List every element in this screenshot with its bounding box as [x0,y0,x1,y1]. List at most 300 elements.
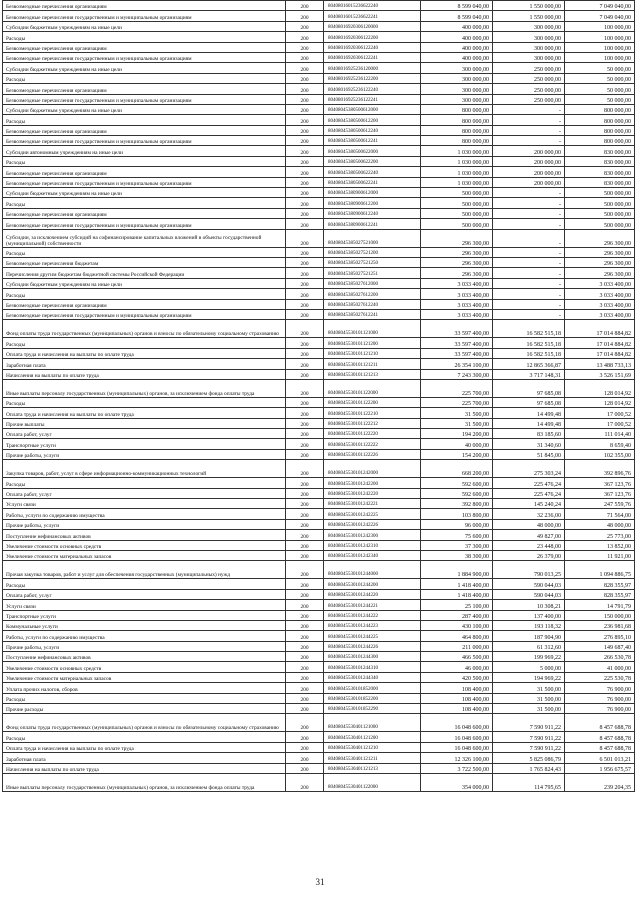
row-name: Безвозмездные перечисления организациям [3,1,286,11]
row-executed: 5 000,00 [493,662,565,672]
row-name: Транспортные услуги [3,610,286,620]
row-name: Поступление нефинансовых активов [3,652,286,662]
row-approved: 592 600,00 [421,488,493,498]
row-executed: 1 765 824,43 [493,763,565,773]
table-row [3,11,635,21]
table-row [3,115,635,125]
row-name: Фонд оплаты труда государственных (муниципальных) органов и взносы по обязательному социальному страхованию [3,320,286,338]
row-kbk: 80408045380500612241 [324,136,421,146]
row-approved: 400 000,00 [421,32,493,42]
table-row [3,610,635,620]
row-name: Субсидии бюджетным учреждениям на иные цели [3,188,286,198]
row-code: 200 [286,278,324,288]
row-unexecuted: 239 204,35 [565,774,635,792]
row-executed: 7 590 911,22 [493,742,565,752]
row-code: 200 [286,125,324,135]
table-row [3,714,635,732]
row-code: 200 [286,1,324,11]
row-unexecuted: 236 981,68 [565,620,635,630]
row-code: 200 [286,198,324,208]
row-approved: 33 597 400,00 [421,348,493,358]
row-code: 200 [286,620,324,630]
table-row [3,662,635,672]
table-row [3,408,635,418]
table-row [3,52,635,62]
row-approved: 225 700,00 [421,379,493,397]
row-approved: 300 000,00 [421,84,493,94]
row-code: 200 [286,561,324,579]
row-name: Прочие работы, услуги [3,641,286,651]
row-approved: 400 000,00 [421,42,493,52]
row-unexecuted: 8 659,40 [565,439,635,449]
row-approved: 287 400,00 [421,610,493,620]
row-kbk: 80408045530401121000 [324,714,421,732]
row-executed: - [493,229,565,247]
row-unexecuted: 500 000,00 [565,198,635,208]
row-unexecuted: 17 014 884,82 [565,338,635,348]
table-row [3,94,635,104]
row-code: 200 [286,359,324,369]
row-kbk: 80408045530101122222 [324,439,421,449]
row-kbk: 80408045530101242000 [324,460,421,478]
row-executed: 51 845,00 [493,449,565,459]
row-code: 200 [286,631,324,641]
row-approved: 800 000,00 [421,115,493,125]
row-code: 200 [286,84,324,94]
row-kbk: 80408045380500622200 [324,156,421,166]
table-row [3,530,635,540]
row-code: 200 [286,21,324,31]
row-unexecuted: 7 049 040,00 [565,1,635,11]
row-code: 200 [286,219,324,229]
row-executed: 300 000,00 [493,52,565,62]
row-executed: 31 500,00 [493,704,565,714]
row-approved: 3 033 400,00 [421,289,493,299]
row-kbk: 80408016015236622241 [324,11,421,21]
row-kbk: 80408045380900612000 [324,188,421,198]
row-kbk: 80408045385027521200 [324,247,421,257]
row-code: 200 [286,156,324,166]
row-unexecuted: 500 000,00 [565,188,635,198]
table-row [3,42,635,52]
row-unexecuted: 296 300,00 [565,268,635,278]
row-executed: 1 550 000,00 [493,11,565,21]
row-unexecuted: 17 014 884,82 [565,348,635,358]
row-name: Субсидии бюджетным учреждениям на иные цели [3,278,286,288]
row-code: 200 [286,167,324,177]
row-code: 200 [286,540,324,550]
row-name: Расходы [3,247,286,257]
row-unexecuted: 830 000,00 [565,156,635,166]
row-name: Расходы [3,478,286,488]
table-row [3,156,635,166]
row-approved: 25 100,00 [421,600,493,610]
row-unexecuted: 100 000,00 [565,21,635,31]
table-row [3,198,635,208]
row-kbk: 80408045385027612240 [324,299,421,309]
row-kbk: 80408045530401121200 [324,732,421,742]
row-unexecuted: 14 791,79 [565,600,635,610]
row-kbk: 80408045530101244222 [324,610,421,620]
row-kbk: 80408045380900612200 [324,198,421,208]
row-kbk: 80408045530101242300 [324,530,421,540]
row-name: Безвозмездные перечисления организациям [3,299,286,309]
row-name: Услуги связи [3,600,286,610]
row-unexecuted: 50 000,00 [565,84,635,94]
row-unexecuted: 11 921,00 [565,550,635,560]
row-kbk: 80408016920306122240 [324,42,421,52]
row-unexecuted: 800 000,00 [565,104,635,114]
row-kbk: 80408045380900612240 [324,208,421,218]
row-name: Расходы [3,397,286,407]
row-executed: 194 969,22 [493,672,565,682]
row-unexecuted: 128 014,92 [565,397,635,407]
row-unexecuted: 50 000,00 [565,63,635,73]
row-executed: 49 827,00 [493,530,565,540]
row-unexecuted: 800 000,00 [565,125,635,135]
row-unexecuted: 8 457 688,78 [565,714,635,732]
table-row [3,753,635,763]
row-code: 200 [286,488,324,498]
row-unexecuted: 500 000,00 [565,219,635,229]
row-kbk: 80408045530101122226 [324,449,421,459]
row-name: Расходы [3,156,286,166]
row-kbk: 80408045530101242221 [324,499,421,509]
row-kbk: 80408016925236122240 [324,84,421,94]
row-unexecuted: 367 123,76 [565,478,635,488]
table-row [3,449,635,459]
row-name: Расходы [3,289,286,299]
table-row [3,359,635,369]
row-approved: 1 418 400,00 [421,579,493,589]
row-code: 200 [286,530,324,540]
row-name: Безвозмездные перечисления государственным и муниципальным организациям [3,309,286,319]
row-code: 200 [286,73,324,83]
row-name: Оплата работ, услуг [3,488,286,498]
row-name: Безвозмездные перечисления государственным и муниципальным организациям [3,136,286,146]
row-approved: 800 000,00 [421,125,493,135]
row-code: 200 [286,714,324,732]
row-unexecuted: 25 773,00 [565,530,635,540]
row-executed: 250 000,00 [493,73,565,83]
row-name: Безвозмездные перечисления бюджетам [3,257,286,267]
row-executed: 10 308,21 [493,600,565,610]
row-unexecuted: 50 000,00 [565,94,635,104]
table-row [3,672,635,682]
row-unexecuted: 8 457 688,78 [565,732,635,742]
row-approved: 3 722 500,00 [421,763,493,773]
row-executed: - [493,247,565,257]
row-name: Оплата работ, услуг [3,589,286,599]
row-code: 200 [286,519,324,529]
row-kbk: 80408045530101244226 [324,641,421,651]
table-row [3,136,635,146]
row-name: Поступление нефинансовых активов [3,530,286,540]
row-kbk: 80408045530101242340 [324,550,421,560]
row-code: 200 [286,478,324,488]
row-kbk: 80408016925236122200 [324,73,421,83]
row-approved: 40 000,00 [421,439,493,449]
row-kbk: 80408045530101244225 [324,631,421,641]
row-executed: 199 969,22 [493,652,565,662]
row-approved: 1 030 000,00 [421,167,493,177]
table-row [3,600,635,610]
table-row [3,73,635,83]
row-executed: 590 044,03 [493,579,565,589]
row-name: Прочие работы, услуги [3,519,286,529]
row-executed: 3 717 148,31 [493,369,565,379]
row-approved: 108 400,00 [421,683,493,693]
row-unexecuted: 128 014,92 [565,379,635,397]
table-row [3,338,635,348]
row-name: Расходы [3,579,286,589]
row-code: 200 [286,348,324,358]
row-approved: 300 000,00 [421,94,493,104]
row-unexecuted: 3 033 400,00 [565,278,635,288]
table-row [3,439,635,449]
row-kbk: 80408045530101244300 [324,652,421,662]
row-kbk: 80408045530101242200 [324,478,421,488]
table-row [3,146,635,156]
row-executed: 590 044,03 [493,589,565,599]
row-executed: 5 825 086,79 [493,753,565,763]
row-executed: - [493,125,565,135]
row-code: 200 [286,774,324,792]
row-code: 200 [286,600,324,610]
row-approved: 420 500,00 [421,672,493,682]
row-name: Безвозмездные перечисления организациям [3,125,286,135]
row-executed: 26 379,00 [493,550,565,560]
row-unexecuted: 100 000,00 [565,42,635,52]
row-unexecuted: 225 530,78 [565,672,635,682]
row-approved: 668 200,00 [421,460,493,478]
row-kbk: 80408045385027612241 [324,309,421,319]
row-code: 200 [286,672,324,682]
row-unexecuted: 102 355,00 [565,449,635,459]
row-code: 200 [286,652,324,662]
table-row [3,620,635,630]
row-code: 200 [286,589,324,599]
row-code: 200 [286,229,324,247]
row-executed: 14 499,48 [493,408,565,418]
row-executed: - [493,309,565,319]
row-approved: 800 000,00 [421,104,493,114]
row-executed: 7 590 911,22 [493,732,565,742]
row-unexecuted: 71 564,00 [565,509,635,519]
row-code: 200 [286,11,324,21]
row-kbk: 80408045530101852000 [324,683,421,693]
row-approved: 33 597 400,00 [421,338,493,348]
row-code: 200 [286,704,324,714]
row-name: Транспортные услуги [3,439,286,449]
table-row [3,704,635,714]
row-unexecuted: 800 000,00 [565,115,635,125]
row-executed: 200 000,00 [493,156,565,166]
row-approved: 800 000,00 [421,136,493,146]
row-name: Увеличение стоимости основных средств [3,540,286,550]
row-unexecuted: 3 526 151,69 [565,369,635,379]
row-unexecuted: 3 033 400,00 [565,289,635,299]
row-code: 200 [286,732,324,742]
row-unexecuted: 266 530,78 [565,652,635,662]
table-row [3,397,635,407]
row-executed: 193 118,32 [493,620,565,630]
table-row [3,550,635,560]
table-row [3,478,635,488]
row-unexecuted: 6 501 013,21 [565,753,635,763]
row-approved: 296 300,00 [421,257,493,267]
row-executed: 300 000,00 [493,21,565,31]
row-unexecuted: 800 000,00 [565,136,635,146]
table-row [3,519,635,529]
row-approved: 1 030 000,00 [421,146,493,156]
row-code: 200 [286,641,324,651]
table-row [3,763,635,773]
row-unexecuted: 3 033 400,00 [565,299,635,309]
table-row [3,229,635,247]
row-executed: 83 185,60 [493,429,565,439]
table-row [3,309,635,319]
row-executed: - [493,188,565,198]
row-name: Закупка товаров, работ, услуг в сфере информационно-коммуникационных технологий [3,460,286,478]
budget-report-table [2,0,635,792]
row-code: 200 [286,104,324,114]
row-approved: 7 243 300,00 [421,369,493,379]
row-executed: 23 448,00 [493,540,565,550]
table-row [3,540,635,550]
row-name: Расходы [3,32,286,42]
row-unexecuted: 830 000,00 [565,177,635,187]
row-kbk: 80408045385027521251 [324,268,421,278]
row-kbk: 80408045530101852200 [324,693,421,703]
row-approved: 12 326 100,00 [421,753,493,763]
row-name: Начисления на выплаты по оплате труда [3,763,286,773]
row-name: Перечисления другим бюджетам бюджетной системы Российской Федерации [3,268,286,278]
row-approved: 464 800,00 [421,631,493,641]
row-unexecuted: 17 014 884,82 [565,320,635,338]
row-code: 200 [286,379,324,397]
row-approved: 211 000,00 [421,641,493,651]
row-code: 200 [286,408,324,418]
row-unexecuted: 17 000,52 [565,408,635,418]
row-approved: 225 700,00 [421,397,493,407]
row-name: Расходы [3,73,286,83]
row-name: Субсидии автономным учреждениям на иные цели [3,146,286,156]
row-kbk: 80408045530101244223 [324,620,421,630]
row-executed: 225 476,24 [493,488,565,498]
row-kbk: 80408045530101122220 [324,429,421,439]
row-executed: 200 000,00 [493,167,565,177]
row-executed: 225 476,24 [493,478,565,488]
row-name: Работы, услуги по содержанию имущества [3,509,286,519]
row-unexecuted: 247 559,76 [565,499,635,509]
row-code: 200 [286,753,324,763]
table-row [3,63,635,73]
row-executed: - [493,198,565,208]
table-row [3,208,635,218]
row-kbk: 80408045530401122000 [324,774,421,792]
row-code: 200 [286,693,324,703]
table-row [3,742,635,752]
row-executed: - [493,104,565,114]
row-code: 200 [286,63,324,73]
row-executed: 250 000,00 [493,63,565,73]
row-code: 200 [286,662,324,672]
row-unexecuted: 149 687,40 [565,641,635,651]
row-executed: 16 582 515,18 [493,320,565,338]
table-row [3,125,635,135]
row-name: Услуги связи [3,499,286,509]
table-row [3,641,635,651]
table-row [3,32,635,42]
table-row [3,219,635,229]
row-name: Безвозмездные перечисления организациям [3,42,286,52]
row-executed: - [493,299,565,309]
row-unexecuted: 150 000,00 [565,610,635,620]
row-approved: 26 354 100,00 [421,359,493,369]
row-approved: 8 599 040,00 [421,11,493,21]
row-name: Иные выплаты персоналу государственных (муниципальных) органов, за исключением фонда оплаты труда [3,379,286,397]
table-row [3,579,635,589]
row-approved: 1 030 000,00 [421,177,493,187]
row-unexecuted: 50 000,00 [565,73,635,83]
row-unexecuted: 500 000,00 [565,208,635,218]
row-unexecuted: 828 355,97 [565,589,635,599]
row-code: 200 [286,309,324,319]
row-approved: 400 000,00 [421,52,493,62]
row-approved: 592 600,00 [421,478,493,488]
row-name: Уплата прочих налогов, сборов [3,683,286,693]
row-code: 200 [286,42,324,52]
table-row [3,188,635,198]
row-kbk: 80408045385027521250 [324,257,421,267]
table-row [3,268,635,278]
row-kbk: 80408045530101242310 [324,540,421,550]
row-executed: 7 590 911,22 [493,714,565,732]
table-row [3,289,635,299]
row-code: 200 [286,257,324,267]
table-row [3,1,635,11]
row-code: 200 [286,683,324,693]
table-row [3,348,635,358]
row-kbk: 80408045530101121213 [324,369,421,379]
row-code: 200 [286,579,324,589]
row-name: Безвозмездные перечисления организациям [3,208,286,218]
row-approved: 31 500,00 [421,418,493,428]
row-name: Расходы [3,338,286,348]
table-row [3,278,635,288]
row-code: 200 [286,439,324,449]
row-name: Расходы [3,115,286,125]
row-kbk: 80408016925236120000 [324,63,421,73]
row-approved: 296 300,00 [421,268,493,278]
row-approved: 194 200,00 [421,429,493,439]
row-approved: 500 000,00 [421,198,493,208]
row-unexecuted: 41 000,00 [565,662,635,672]
row-code: 200 [286,177,324,187]
row-name: Прочие работы, услуги [3,449,286,459]
row-approved: 8 599 040,00 [421,1,493,11]
row-unexecuted: 48 000,00 [565,519,635,529]
row-unexecuted: 76 900,00 [565,683,635,693]
row-kbk: 80408016015236622240 [324,1,421,11]
row-approved: 16 048 600,00 [421,742,493,752]
row-approved: 500 000,00 [421,219,493,229]
row-kbk: 80408045380500612200 [324,115,421,125]
row-executed: 97 685,08 [493,397,565,407]
row-name: Безвозмездные перечисления государственным и муниципальным организациям [3,52,286,62]
table-row [3,21,635,31]
